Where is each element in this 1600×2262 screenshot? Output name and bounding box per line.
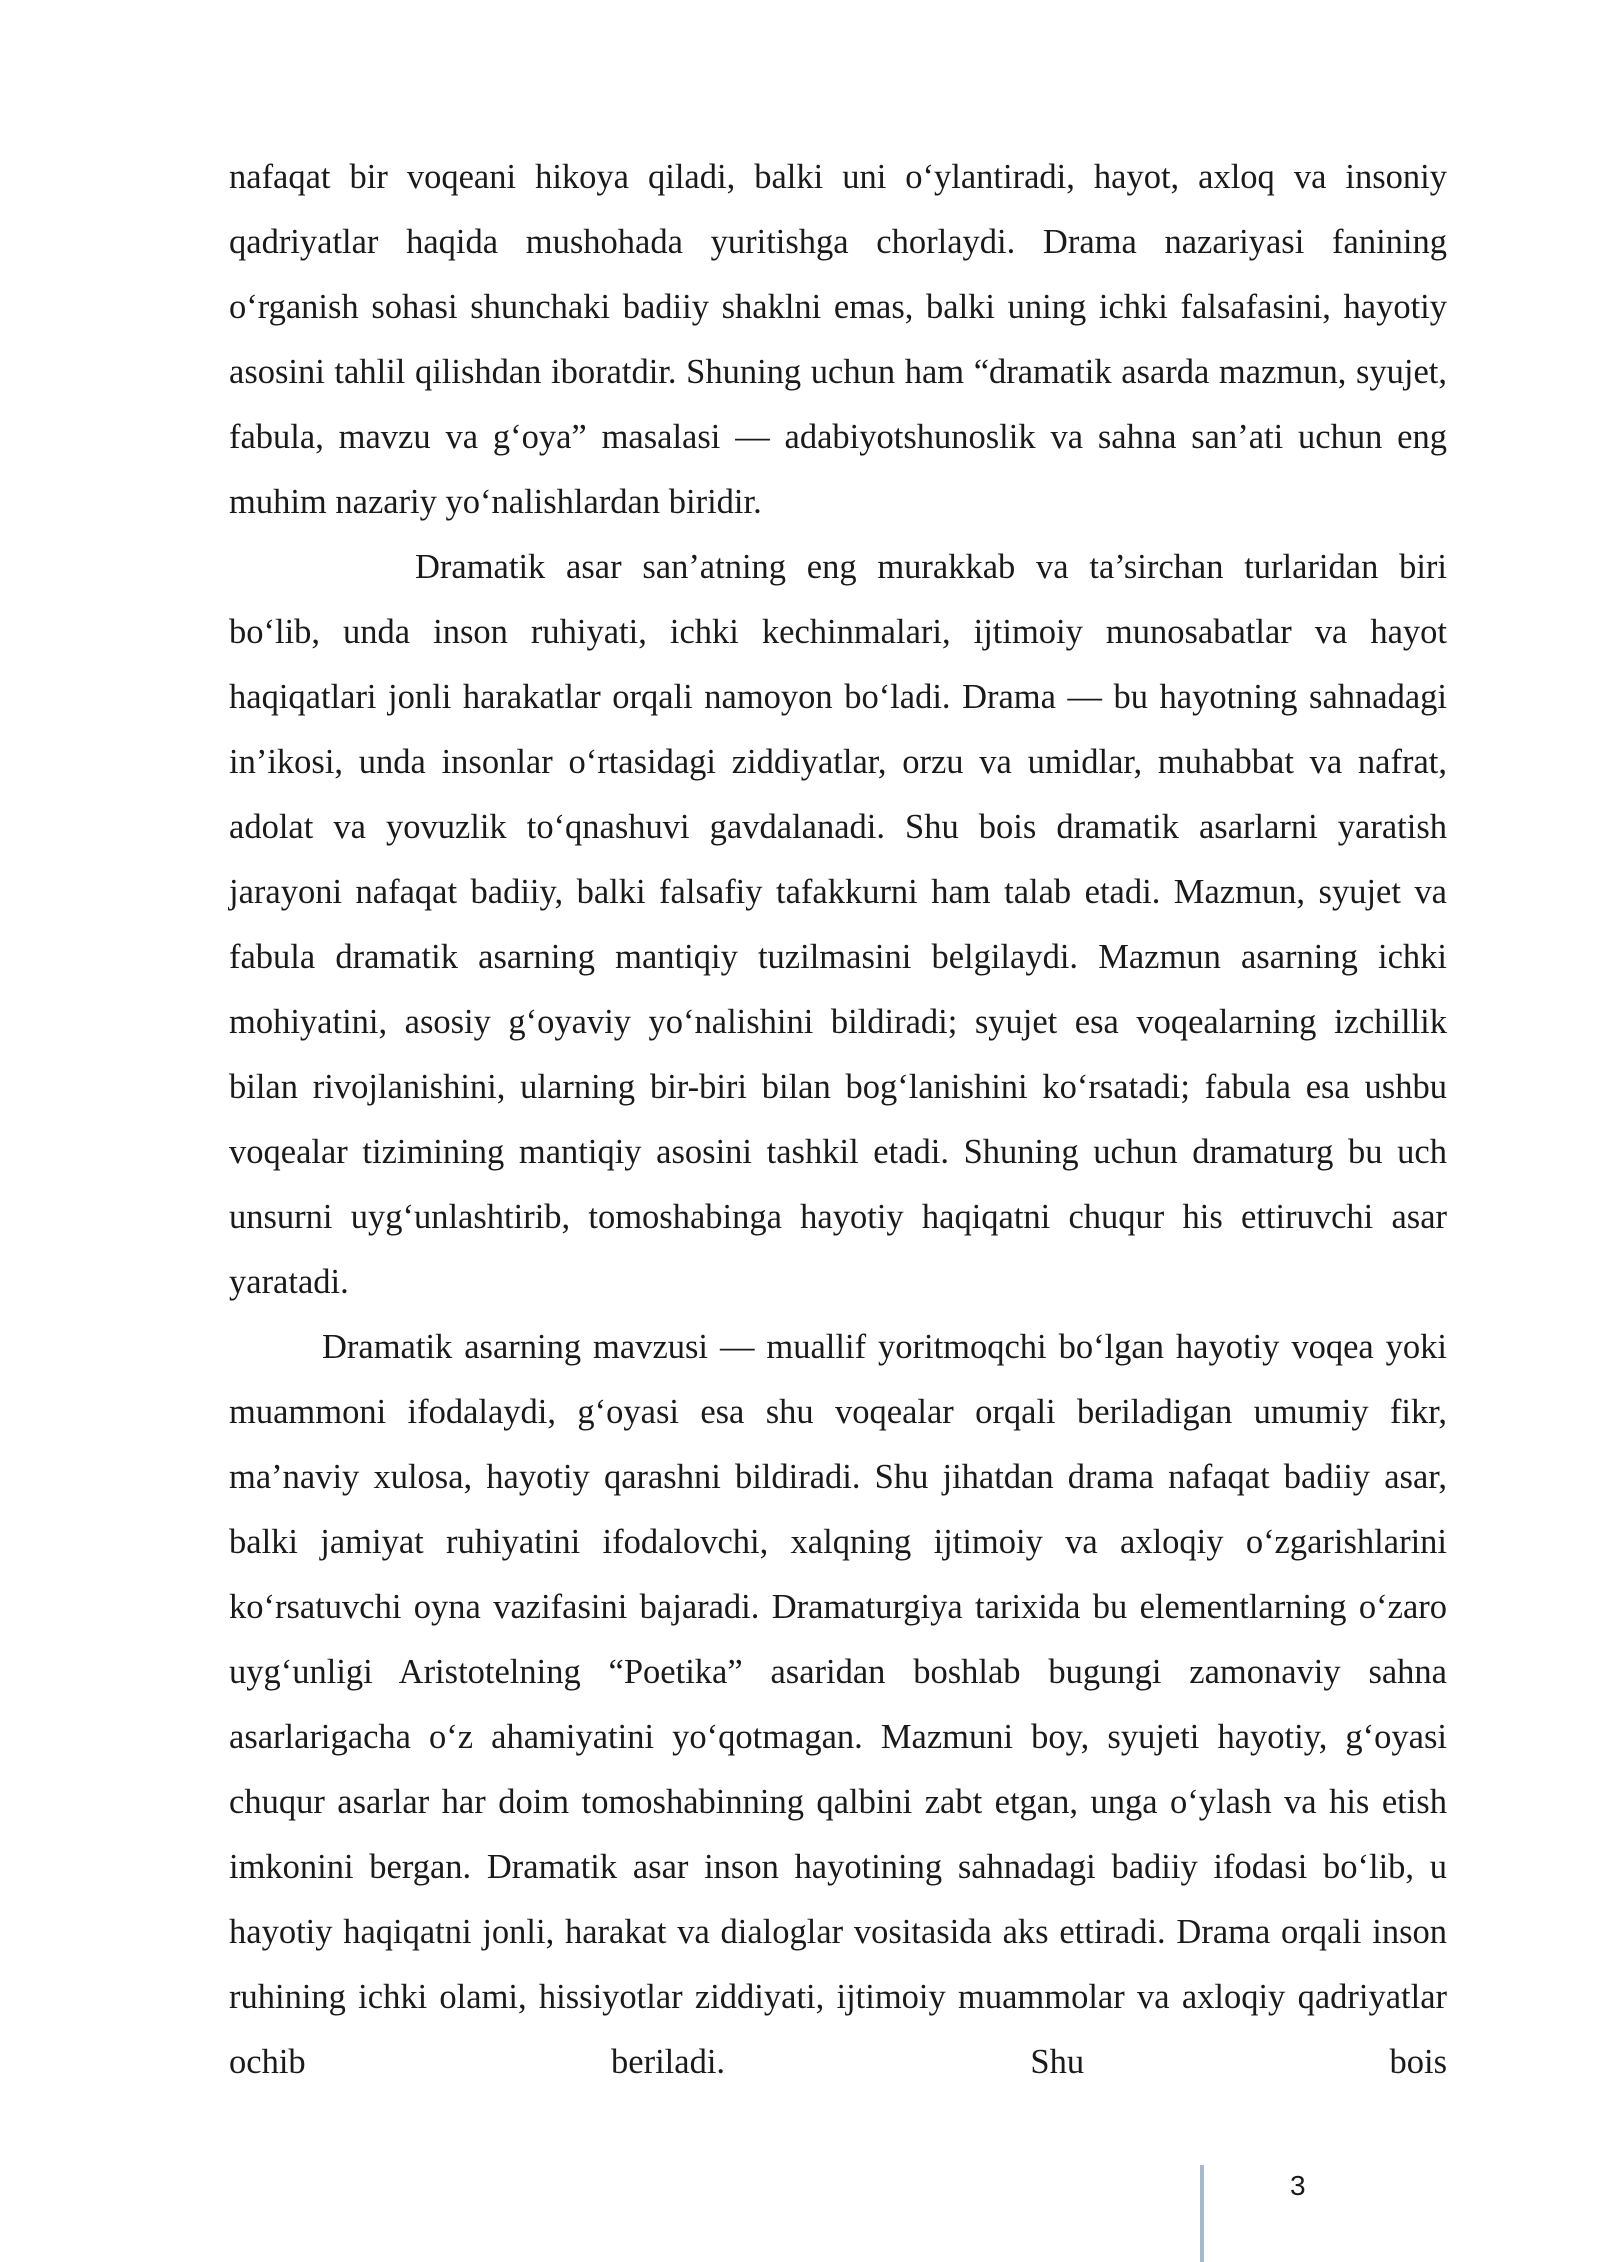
footer-divider bbox=[1200, 2165, 1204, 2262]
paragraph-3: Dramatik asarning mavzusi — muallif yoritmoqchi bo‘lgan hayotiy voqea yoki muammoni ifodalaydi, g‘oyasi esa shu voqealar orqali beriladigan umumiy fikr, ma’naviy xulosa, hayotiy qarashni bildiradi. Shu jihatdan drama nafaqat badiiy asar, balki jamiyat ruhiyatini ifodalovchi, xalqning ijtimoiy va axloqiy o‘zgarishlarini ko‘rsatuvchi oyna vazifasini bajaradi. Dramaturgiya tarixida bu elementlarning o‘zaro uyg‘unligi Aristotelning “Poetika” asaridan boshlab bugungi zamonaviy sahna asarlarigacha o‘z ahamiyatini yo‘qotmagan. Mazmuni boy, syujeti hayotiy, g‘oyasi chuqur asarlar har doim tomoshabinning qalbini zabt etgan, unga o‘ylash va his etish imkonini bergan. Dramatik asar inson hayotining sahnadagi badiiy ifodasi bo‘lib, u hayotiy haqiqatni jonli, harakat va dialoglar vositasida aks ettiradi. Drama orqali inson ruhining ichki olami, hissiyotlar ziddiyati, ijtimoiy muammolar va axloqiy qadriyatlar ochib beriladi. Shu bois bbox=[229, 1328, 1447, 2081]
body-text bbox=[229, 145, 1447, 2095]
paragraph-2: Dramatik asar san’atning eng murakkab va ta’sirchan turlaridan biri bo‘lib, unda inson ruhiyati, ichki kechinmalari, ijtimoiy munosabatlar va hayot haqiqatlari jonli harakatlar orqali namoyon bo‘ladi. Drama — bu hayotning sahnadagi in’ikosi, unda insonlar o‘rtasidagi ziddiyatlar, orzu va umidlar, muhabbat va nafrat, adolat va yovuzlik to‘qnashuvi gavdalanadi. Shu bois dramatik asarlarni yaratish jarayoni nafaqat badiiy, balki falsafiy tafakkurni ham talab etadi. Mazmun, syujet va fabula dramatik asarning mantiqiy tuzilmasini belgilaydi. Mazmun asarning ichki mohiyatini, asosiy g‘oyaviy yo‘nalishini bildiradi; syujet esa voqealarning izchillik bilan rivojlanishini, ularning bir-biri bilan bog‘lanishini ko‘rsatadi; fabula esa ushbu voqealar tizimining mantiqiy asosini tashkil etadi. Shuning uchun dramaturg bu uch unsurni uyg‘unlashtirib, tomoshabinga hayotiy haqiqatni chuqur his ettiruvchi asar yaratadi. bbox=[229, 548, 1447, 1301]
page-number: 3 bbox=[1290, 2170, 1306, 2201]
paragraph-1: nafaqat bir voqeani hikoya qiladi, balki uni o‘ylantiradi, hayot, axloq va insoniy qadriyatlar haqida mushohada yuritishga chorlaydi. Drama nazariyasi fanining o‘rganish sohasi shunchaki badiiy shaklni emas, balki uning ichki falsafasini, hayotiy asosini tahlil qilishdan iboratdir. Shuning uchun ham “dramatik asarda mazmun, syujet, fabula, mavzu va g‘oya” masalasi — adabiyotshunoslik va sahna san’ati uchun eng muhim nazariy yo‘nalishlardan biridir. bbox=[229, 158, 1447, 521]
